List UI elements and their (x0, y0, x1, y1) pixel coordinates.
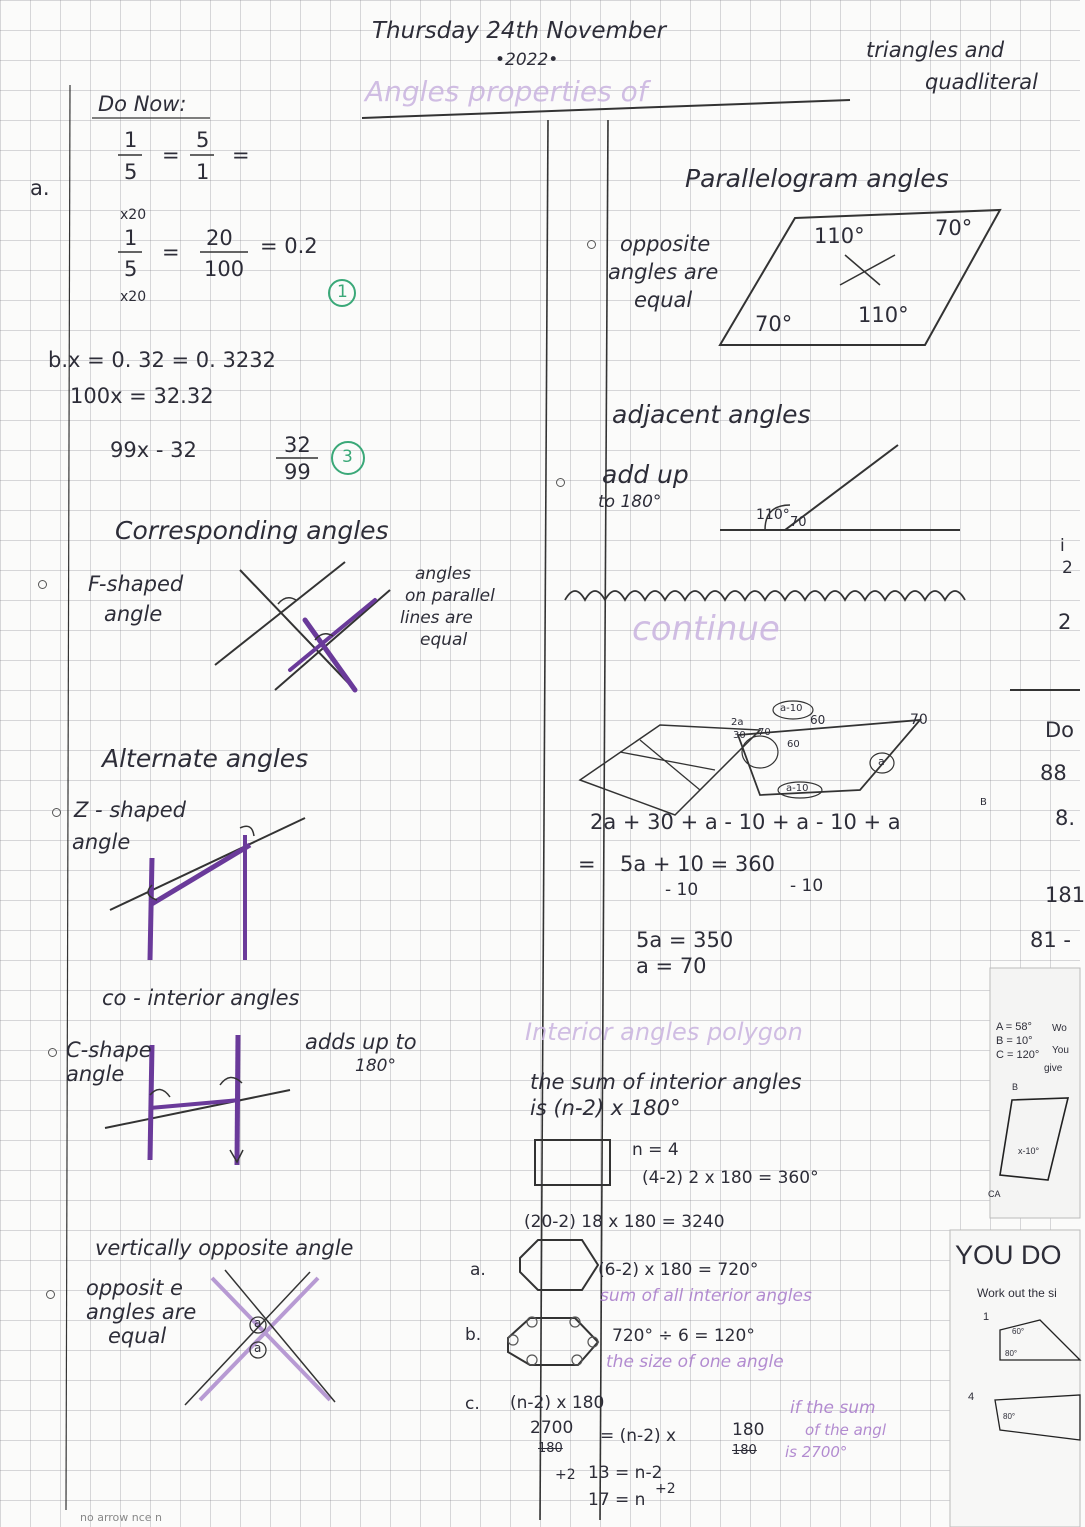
angle-label: 70 (910, 712, 928, 728)
corresponding-angles-heading: Corresponding angles (115, 516, 389, 545)
working-line: 180 (732, 1420, 765, 1440)
working-line: - 10 (790, 876, 824, 896)
you-do-heading: YOU DO (955, 1240, 1062, 1270)
edge-fragment: 88 (1040, 761, 1067, 785)
f-shaped-label: F-shaped (88, 572, 184, 596)
adjacent-angles-note: to 180° (598, 492, 662, 512)
angle-label: a-10 (786, 783, 809, 794)
working-line: +2 (655, 1481, 676, 1497)
fraction-denominator: 99 (284, 460, 311, 484)
edge-fragment: 8. (1055, 806, 1076, 830)
fraction-denominator: 5 (124, 160, 138, 184)
interior-sum-rule: is (n-2) x 180° (530, 1096, 681, 1120)
alternate-angles-drawing (110, 818, 305, 960)
fraction-numerator: 1 (124, 128, 138, 152)
adjacent-angles-heading: adjacent angles (612, 400, 811, 429)
vertically-opposite-drawing (185, 1270, 335, 1405)
margin-line (66, 85, 70, 1510)
interior-sum-rule: the sum of interior angles (530, 1070, 802, 1094)
worksheet-text: B = 10° (996, 1035, 1033, 1047)
working-line: a = 70 (636, 954, 707, 978)
angle-label: 70 (790, 515, 807, 530)
fraction-numerator: 5 (196, 128, 210, 152)
angle-label: 60 (787, 739, 800, 750)
multiplier-label: x20 (120, 207, 147, 223)
fraction-denominator: 100 (204, 257, 245, 281)
working-line: b.x = 0. 32 = 0. 3232 (48, 348, 276, 372)
working-line: +2 (555, 1467, 576, 1483)
working-line: (20-2) 18 x 180 = 3240 (524, 1212, 725, 1232)
working-line: n = 4 (632, 1140, 679, 1160)
parallel-note: equal (420, 630, 468, 650)
working-line: 17 = n (588, 1490, 646, 1510)
question-label: b. (465, 1325, 482, 1345)
worksheet-text: 60° (1012, 1327, 1025, 1336)
f-shaped-label: angle (104, 602, 163, 626)
parallel-note: on parallel (405, 586, 495, 606)
c-shape-label: C-shape (66, 1038, 152, 1062)
working-line: 99x - 32 (110, 438, 197, 462)
working-line: 5a + 10 = 360 (620, 852, 775, 876)
fraction-numerator: 20 (206, 226, 233, 250)
working-line: 5a = 350 (636, 928, 734, 952)
edge-fragment: B (980, 797, 987, 808)
opposite-angles-note: angles are (608, 260, 719, 284)
angle-label: 2a (731, 717, 744, 728)
working-line: (6-2) x 180 = 720° (598, 1260, 759, 1280)
edge-fragment: 81 - (1030, 928, 1071, 952)
bullet (38, 580, 47, 589)
working-note: sum of all interior angles (600, 1286, 812, 1306)
angle-label: 60 (810, 713, 826, 727)
question-label: a. (470, 1260, 486, 1280)
worksheet-card-1 (990, 968, 1080, 1218)
worksheet-text: give (1044, 1063, 1063, 1074)
opposite-angles-note: opposite (620, 232, 711, 256)
angle-label: 110° (756, 507, 790, 523)
do-now-label: Do Now: (98, 92, 187, 116)
worksheet-text: x-10° (1018, 1146, 1040, 1156)
parallel-note: lines are (400, 608, 473, 628)
column-divider-1 (540, 120, 548, 1520)
worksheet-text: 4 (968, 1391, 975, 1403)
co-interior-heading: co - interior angles (102, 986, 300, 1010)
parallel-note: angles (415, 564, 472, 584)
working-note: if the sum (790, 1398, 876, 1418)
equals-sign: = (162, 143, 180, 167)
adds-up-note: adds up to (305, 1030, 417, 1054)
edge-fragment: 2 (1058, 610, 1072, 634)
polygon-drawings (508, 1140, 610, 1365)
angle-label: a (254, 1316, 262, 1330)
worksheet-text: You (1052, 1045, 1069, 1056)
angle-label: 70° (755, 312, 793, 336)
working-line: = (n-2) x (600, 1426, 677, 1446)
fraction-numerator: 32 (284, 433, 311, 457)
fraction-denominator: 5 (124, 257, 138, 281)
worksheet-text: 80° (1005, 1349, 1018, 1358)
angle-label: 110° (814, 224, 865, 248)
bullet (556, 478, 565, 487)
date-heading: Thursday 24th November (372, 18, 667, 44)
interior-angles-heading: Interior angles polygon (525, 1018, 803, 1046)
bullet (46, 1290, 55, 1299)
working-line: (n-2) x 180 (510, 1393, 605, 1413)
title-right-line1: triangles and (866, 38, 1005, 62)
worksheet-text: CA (988, 1189, 1001, 1199)
angle-label: a-10 (780, 703, 803, 714)
vertically-opposite-heading: vertically opposite angle (95, 1236, 354, 1260)
worksheet-text: Work out the si (977, 1286, 1057, 1300)
c-shape-label: angle (66, 1062, 125, 1086)
angle-label: a (254, 1341, 262, 1355)
opposite-label: angles are (86, 1300, 197, 1324)
worksheet-text: 80° (1003, 1412, 1016, 1421)
opposite-label: opposit e (86, 1276, 183, 1300)
worksheet-text: Wo (1052, 1023, 1067, 1034)
adjacent-angles-note: add up (602, 460, 689, 489)
worksheet-card-2 (950, 1230, 1080, 1527)
edge-fragment: i (1060, 536, 1065, 556)
corresponding-angles-drawing (215, 562, 390, 690)
bullet (52, 808, 61, 817)
opposite-label: equal (108, 1324, 167, 1348)
wavy-divider (565, 591, 965, 600)
page-title: Angles properties of (365, 75, 648, 108)
z-shaped-label: angle (72, 830, 131, 854)
worksheet-text: 1 (983, 1311, 990, 1323)
bullet (587, 240, 596, 249)
working-line: 2a + 30 + a - 10 + a - 10 + a (590, 810, 901, 834)
adds-up-note: 180° (355, 1056, 396, 1076)
score-mark: 3 (342, 447, 353, 467)
working-line: 720° ÷ 6 = 120° (612, 1326, 755, 1346)
working-line: 2700 (530, 1418, 574, 1438)
edge-fragment: Do (1045, 718, 1075, 742)
working-line: 180 (538, 1441, 563, 1456)
fraction-denominator: 1 (196, 160, 210, 184)
worksheet-text: A = 58° (996, 1021, 1032, 1033)
continue-label: continue (632, 609, 780, 649)
title-right-line2: quadliteral (925, 70, 1038, 94)
working-line: 100x = 32.32 (70, 384, 214, 408)
bullet (48, 1048, 57, 1057)
multiplier-label: x20 (120, 289, 147, 305)
fraction-numerator: 1 (124, 226, 138, 250)
angle-label: 70 (758, 727, 771, 738)
quadrilateral-drawing (580, 701, 920, 815)
angle-label: a (878, 755, 885, 768)
angle-label: 70° (935, 216, 973, 240)
edge-fragment: 2 (1062, 558, 1073, 578)
equals-sign: = (578, 852, 596, 876)
edge-fragment: 181 (1045, 883, 1085, 907)
parallelogram-heading: Parallelogram angles (685, 164, 949, 193)
working-note: is 2700° (785, 1443, 848, 1461)
question-label: c. (465, 1394, 480, 1414)
angle-label: 110° (858, 303, 909, 327)
z-shaped-label: Z - shaped (74, 798, 187, 822)
working-note: of the angl (805, 1421, 886, 1439)
working-line: (4-2) 2 x 180 = 360° (642, 1168, 819, 1188)
working-note: the size of one angle (606, 1352, 784, 1372)
angle-label: 30 (733, 730, 746, 741)
decimal-result: = 0.2 (260, 234, 318, 258)
score-mark: 1 (337, 282, 348, 302)
working-line: - 10 (665, 880, 699, 900)
working-line: 180 (732, 1443, 757, 1458)
year-label: •2022• (495, 50, 559, 70)
worksheet-text: C = 120° (996, 1049, 1040, 1061)
alternate-angles-heading: Alternate angles (102, 744, 309, 773)
question-a-label: a. (30, 176, 50, 200)
worksheet-text: B (1012, 1082, 1019, 1092)
equals-sign: = (162, 240, 180, 264)
working-line: 13 = n-2 (588, 1463, 663, 1483)
faint-footer-text: no arrow nce n (80, 1511, 163, 1524)
equals-sign: = (232, 143, 250, 167)
opposite-angles-note: equal (634, 288, 693, 312)
